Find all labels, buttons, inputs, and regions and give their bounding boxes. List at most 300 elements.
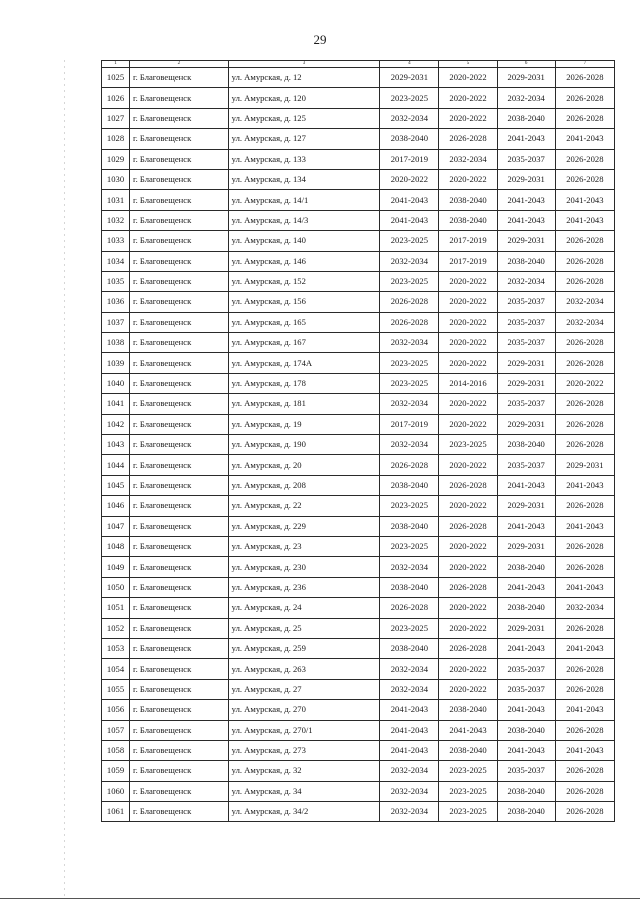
- period-cell-4: 2041-2043: [380, 720, 439, 740]
- period-cell-4: 2029-2031: [380, 68, 439, 88]
- period-cell-5: 2020-2022: [439, 536, 497, 556]
- period-cell-5: 2026-2028: [439, 577, 497, 597]
- period-cell-5: 2020-2022: [439, 353, 497, 373]
- period-cell-4: 2023-2025: [380, 88, 439, 108]
- period-cell-6: 2029-2031: [497, 231, 555, 251]
- period-cell-5: 2020-2022: [439, 292, 497, 312]
- period-cell-7: 2041-2043: [555, 700, 614, 720]
- period-cell-7: 2041-2043: [555, 210, 614, 230]
- period-cell-6: 2041-2043: [497, 190, 555, 210]
- address-cell: ул. Амурская, д. 156: [228, 292, 380, 312]
- city-cell: г. Благовещенск: [130, 618, 229, 638]
- period-cell-6: 2041-2043: [497, 475, 555, 495]
- table-row: [102, 149, 615, 169]
- period-cell-4: 2032-2034: [380, 333, 439, 353]
- city-cell: г. Благовещенск: [130, 210, 229, 230]
- city-cell: г. Благовещенск: [130, 394, 229, 414]
- period-cell-5: 2038-2040: [439, 210, 497, 230]
- period-cell-4: 2038-2040: [380, 638, 439, 658]
- period-cell-4: 2023-2025: [380, 353, 439, 373]
- period-cell-4: 2032-2034: [380, 802, 439, 822]
- period-cell-7: 2026-2028: [555, 394, 614, 414]
- city-cell: г. Благовещенск: [130, 496, 229, 516]
- period-cell-4: 2038-2040: [380, 516, 439, 536]
- period-cell-7: 2041-2043: [555, 129, 614, 149]
- city-cell: г. Благовещенск: [130, 577, 229, 597]
- period-cell-6: 2029-2031: [497, 536, 555, 556]
- period-cell-7: 2026-2028: [555, 761, 614, 781]
- table-row: [102, 740, 615, 760]
- period-cell-4: 2017-2019: [380, 149, 439, 169]
- row-number-cell: 1061: [102, 802, 130, 822]
- period-cell-4: 2032-2034: [380, 761, 439, 781]
- period-cell-4: 2023-2025: [380, 618, 439, 638]
- page-bottom-edge: [0, 898, 640, 899]
- address-cell: ул. Амурская, д. 236: [228, 577, 380, 597]
- table-row: [102, 333, 615, 353]
- period-cell-6: 2032-2034: [497, 88, 555, 108]
- table-row: [102, 231, 615, 251]
- period-cell-5: 2020-2022: [439, 455, 497, 475]
- column-number-1: 1: [102, 61, 130, 68]
- address-cell: ул. Амурская, д. 12: [228, 68, 380, 88]
- table-row: [102, 169, 615, 189]
- period-cell-7: 2026-2028: [555, 802, 614, 822]
- schedule-table: [101, 60, 615, 822]
- period-cell-5: 2020-2022: [439, 169, 497, 189]
- period-cell-4: 2017-2019: [380, 414, 439, 434]
- period-cell-5: 2026-2028: [439, 638, 497, 658]
- table-row: [102, 659, 615, 679]
- city-cell: г. Благовещенск: [130, 557, 229, 577]
- table-row: [102, 577, 615, 597]
- period-cell-5: 2023-2025: [439, 781, 497, 801]
- period-cell-7: 2041-2043: [555, 638, 614, 658]
- table-row: [102, 414, 615, 434]
- city-cell: г. Благовещенск: [130, 88, 229, 108]
- city-cell: г. Благовещенск: [130, 333, 229, 353]
- table-row: [102, 761, 615, 781]
- period-cell-6: 2038-2040: [497, 435, 555, 455]
- row-number-cell: 1035: [102, 271, 130, 291]
- table-row: [102, 496, 615, 516]
- address-cell: ул. Амурская, д. 22: [228, 496, 380, 516]
- period-cell-4: 2020-2022: [380, 169, 439, 189]
- row-number-cell: 1052: [102, 618, 130, 638]
- table-row: [102, 210, 615, 230]
- period-cell-7: 2041-2043: [555, 475, 614, 495]
- period-cell-6: 2035-2037: [497, 149, 555, 169]
- period-cell-7: 2026-2028: [555, 169, 614, 189]
- column-number-3: 3: [228, 61, 380, 68]
- period-cell-7: 2026-2028: [555, 68, 614, 88]
- address-cell: ул. Амурская, д. 229: [228, 516, 380, 536]
- period-cell-7: 2041-2043: [555, 577, 614, 597]
- city-cell: г. Благовещенск: [130, 475, 229, 495]
- period-cell-7: 2041-2043: [555, 190, 614, 210]
- row-number-cell: 1045: [102, 475, 130, 495]
- address-cell: ул. Амурская, д. 167: [228, 333, 380, 353]
- period-cell-6: 2035-2037: [497, 659, 555, 679]
- city-cell: г. Благовещенск: [130, 292, 229, 312]
- city-cell: г. Благовещенск: [130, 312, 229, 332]
- period-cell-6: 2029-2031: [497, 68, 555, 88]
- row-number-cell: 1030: [102, 169, 130, 189]
- period-cell-5: 2020-2022: [439, 68, 497, 88]
- period-cell-6: 2029-2031: [497, 496, 555, 516]
- period-cell-6: 2038-2040: [497, 557, 555, 577]
- city-cell: г. Благовещенск: [130, 435, 229, 455]
- address-cell: ул. Амурская, д. 125: [228, 108, 380, 128]
- address-cell: ул. Амурская, д. 34/2: [228, 802, 380, 822]
- period-cell-7: 2026-2028: [555, 231, 614, 251]
- period-cell-6: 2035-2037: [497, 333, 555, 353]
- row-number-cell: 1055: [102, 679, 130, 699]
- table-row: [102, 700, 615, 720]
- period-cell-6: 2029-2031: [497, 414, 555, 434]
- table-row: [102, 353, 615, 373]
- table-row: [102, 88, 615, 108]
- period-cell-5: 2020-2022: [439, 618, 497, 638]
- row-number-cell: 1025: [102, 68, 130, 88]
- table-row: [102, 312, 615, 332]
- city-cell: г. Благовещенск: [130, 169, 229, 189]
- city-cell: г. Благовещенск: [130, 414, 229, 434]
- column-number-5: 5: [439, 61, 497, 68]
- period-cell-5: 2023-2025: [439, 802, 497, 822]
- period-cell-5: 2017-2019: [439, 231, 497, 251]
- city-cell: г. Благовещенск: [130, 190, 229, 210]
- row-number-cell: 1033: [102, 231, 130, 251]
- period-cell-7: 2026-2028: [555, 435, 614, 455]
- city-cell: г. Благовещенск: [130, 638, 229, 658]
- page-number: 29: [313, 32, 327, 47]
- row-number-cell: 1044: [102, 455, 130, 475]
- address-cell: ул. Амурская, д. 208: [228, 475, 380, 495]
- period-cell-5: 2020-2022: [439, 333, 497, 353]
- period-cell-5: 2038-2040: [439, 740, 497, 760]
- period-cell-5: 2020-2022: [439, 557, 497, 577]
- period-cell-6: 2032-2034: [497, 271, 555, 291]
- period-cell-4: 2041-2043: [380, 190, 439, 210]
- period-cell-6: 2029-2031: [497, 373, 555, 393]
- period-cell-7: 2026-2028: [555, 618, 614, 638]
- row-number-cell: 1046: [102, 496, 130, 516]
- period-cell-4: 2023-2025: [380, 231, 439, 251]
- period-cell-6: 2035-2037: [497, 679, 555, 699]
- period-cell-6: 2041-2043: [497, 740, 555, 760]
- period-cell-6: 2041-2043: [497, 516, 555, 536]
- table-body: [102, 68, 615, 822]
- city-cell: г. Благовещенск: [130, 761, 229, 781]
- city-cell: г. Благовещенск: [130, 598, 229, 618]
- row-number-cell: 1048: [102, 536, 130, 556]
- city-cell: г. Благовещенск: [130, 679, 229, 699]
- period-cell-6: 2041-2043: [497, 210, 555, 230]
- row-number-cell: 1037: [102, 312, 130, 332]
- table-row: [102, 475, 615, 495]
- period-cell-5: 2023-2025: [439, 761, 497, 781]
- city-cell: г. Благовещенск: [130, 129, 229, 149]
- address-cell: ул. Амурская, д. 133: [228, 149, 380, 169]
- address-cell: ул. Амурская, д. 32: [228, 761, 380, 781]
- period-cell-4: 2026-2028: [380, 598, 439, 618]
- address-cell: ул. Амурская, д. 190: [228, 435, 380, 455]
- table-row: [102, 679, 615, 699]
- period-cell-5: 2020-2022: [439, 394, 497, 414]
- period-cell-4: 2026-2028: [380, 455, 439, 475]
- period-cell-7: 2026-2028: [555, 88, 614, 108]
- period-cell-5: 2026-2028: [439, 516, 497, 536]
- city-cell: г. Благовещенск: [130, 781, 229, 801]
- table-row: [102, 435, 615, 455]
- city-cell: г. Благовещенск: [130, 536, 229, 556]
- address-cell: ул. Амурская, д. 174А: [228, 353, 380, 373]
- address-cell: ул. Амурская, д. 24: [228, 598, 380, 618]
- period-cell-6: 2038-2040: [497, 598, 555, 618]
- period-cell-6: 2041-2043: [497, 129, 555, 149]
- city-cell: г. Благовещенск: [130, 802, 229, 822]
- city-cell: г. Благовещенск: [130, 659, 229, 679]
- period-cell-6: 2029-2031: [497, 169, 555, 189]
- address-cell: ул. Амурская, д. 14/3: [228, 210, 380, 230]
- city-cell: г. Благовещенск: [130, 373, 229, 393]
- address-cell: ул. Амурская, д. 27: [228, 679, 380, 699]
- period-cell-4: 2026-2028: [380, 312, 439, 332]
- column-number-4: 4: [380, 61, 439, 68]
- table-row: [102, 802, 615, 822]
- period-cell-4: 2032-2034: [380, 659, 439, 679]
- period-cell-7: 2032-2034: [555, 598, 614, 618]
- period-cell-6: 2041-2043: [497, 577, 555, 597]
- period-cell-4: 2032-2034: [380, 108, 439, 128]
- period-cell-4: 2026-2028: [380, 292, 439, 312]
- table-row: [102, 108, 615, 128]
- period-cell-4: 2041-2043: [380, 700, 439, 720]
- row-number-cell: 1051: [102, 598, 130, 618]
- period-cell-7: 2026-2028: [555, 496, 614, 516]
- address-cell: ул. Амурская, д. 230: [228, 557, 380, 577]
- period-cell-7: 2032-2034: [555, 312, 614, 332]
- row-number-cell: 1039: [102, 353, 130, 373]
- period-cell-5: 2041-2043: [439, 720, 497, 740]
- period-cell-7: 2041-2043: [555, 516, 614, 536]
- address-cell: ул. Амурская, д. 127: [228, 129, 380, 149]
- address-cell: ул. Амурская, д. 152: [228, 271, 380, 291]
- table-row: [102, 638, 615, 658]
- period-cell-5: 2020-2022: [439, 414, 497, 434]
- address-cell: ул. Амурская, д. 270: [228, 700, 380, 720]
- row-number-cell: 1060: [102, 781, 130, 801]
- period-cell-6: 2041-2043: [497, 638, 555, 658]
- city-cell: г. Благовещенск: [130, 516, 229, 536]
- period-cell-4: 2041-2043: [380, 740, 439, 760]
- period-cell-5: 2020-2022: [439, 88, 497, 108]
- address-cell: ул. Амурская, д. 165: [228, 312, 380, 332]
- address-cell: ул. Амурская, д. 23: [228, 536, 380, 556]
- period-cell-6: 2029-2031: [497, 353, 555, 373]
- period-cell-6: 2035-2037: [497, 394, 555, 414]
- period-cell-6: 2038-2040: [497, 720, 555, 740]
- address-cell: ул. Амурская, д. 146: [228, 251, 380, 271]
- period-cell-6: 2035-2037: [497, 312, 555, 332]
- address-cell: ул. Амурская, д. 34: [228, 781, 380, 801]
- address-cell: ул. Амурская, д. 263: [228, 659, 380, 679]
- period-cell-7: 2026-2028: [555, 679, 614, 699]
- period-cell-7: 2026-2028: [555, 353, 614, 373]
- period-cell-6: 2038-2040: [497, 108, 555, 128]
- city-cell: г. Благовещенск: [130, 108, 229, 128]
- period-cell-4: 2032-2034: [380, 394, 439, 414]
- period-cell-7: 2026-2028: [555, 557, 614, 577]
- address-cell: ул. Амурская, д. 273: [228, 740, 380, 760]
- period-cell-7: 2026-2028: [555, 659, 614, 679]
- period-cell-4: 2023-2025: [380, 271, 439, 291]
- period-cell-6: 2038-2040: [497, 251, 555, 271]
- period-cell-7: 2041-2043: [555, 740, 614, 760]
- address-cell: ул. Амурская, д. 120: [228, 88, 380, 108]
- period-cell-6: 2038-2040: [497, 781, 555, 801]
- period-cell-4: 2038-2040: [380, 577, 439, 597]
- city-cell: г. Благовещенск: [130, 700, 229, 720]
- table-row: [102, 373, 615, 393]
- row-number-cell: 1049: [102, 557, 130, 577]
- address-cell: ул. Амурская, д. 178: [228, 373, 380, 393]
- row-number-cell: 1053: [102, 638, 130, 658]
- period-cell-5: 2032-2034: [439, 149, 497, 169]
- row-number-cell: 1026: [102, 88, 130, 108]
- period-cell-6: 2029-2031: [497, 618, 555, 638]
- row-number-cell: 1059: [102, 761, 130, 781]
- table-row: [102, 516, 615, 536]
- address-cell: ул. Амурская, д. 259: [228, 638, 380, 658]
- column-number-6: 6: [497, 61, 555, 68]
- address-cell: ул. Амурская, д. 270/1: [228, 720, 380, 740]
- period-cell-4: 2032-2034: [380, 557, 439, 577]
- period-cell-5: 2038-2040: [439, 190, 497, 210]
- period-cell-7: 2029-2031: [555, 455, 614, 475]
- table-row: [102, 68, 615, 88]
- period-cell-4: 2038-2040: [380, 129, 439, 149]
- row-number-cell: 1029: [102, 149, 130, 169]
- period-cell-7: 2032-2034: [555, 292, 614, 312]
- row-number-cell: 1028: [102, 129, 130, 149]
- city-cell: г. Благовещенск: [130, 353, 229, 373]
- column-number-row: [102, 61, 615, 68]
- row-number-cell: 1058: [102, 740, 130, 760]
- row-number-cell: 1040: [102, 373, 130, 393]
- row-number-cell: 1032: [102, 210, 130, 230]
- row-number-cell: 1047: [102, 516, 130, 536]
- period-cell-4: 2032-2034: [380, 251, 439, 271]
- period-cell-5: 2020-2022: [439, 659, 497, 679]
- margin-line: [64, 60, 65, 898]
- period-cell-5: 2038-2040: [439, 700, 497, 720]
- address-cell: ул. Амурская, д. 140: [228, 231, 380, 251]
- city-cell: г. Благовещенск: [130, 455, 229, 475]
- period-cell-6: 2035-2037: [497, 455, 555, 475]
- table-row: [102, 720, 615, 740]
- row-number-cell: 1034: [102, 251, 130, 271]
- period-cell-5: 2026-2028: [439, 475, 497, 495]
- period-cell-5: 2020-2022: [439, 312, 497, 332]
- period-cell-7: 2026-2028: [555, 536, 614, 556]
- row-number-cell: 1056: [102, 700, 130, 720]
- period-cell-7: 2026-2028: [555, 271, 614, 291]
- period-cell-7: 2026-2028: [555, 414, 614, 434]
- row-number-cell: 1042: [102, 414, 130, 434]
- table-row: [102, 251, 615, 271]
- period-cell-5: 2020-2022: [439, 496, 497, 516]
- row-number-cell: 1038: [102, 333, 130, 353]
- city-cell: г. Благовещенск: [130, 720, 229, 740]
- city-cell: г. Благовещенск: [130, 251, 229, 271]
- period-cell-5: 2020-2022: [439, 108, 497, 128]
- period-cell-7: 2026-2028: [555, 149, 614, 169]
- period-cell-4: 2023-2025: [380, 536, 439, 556]
- table-row: [102, 618, 615, 638]
- row-number-cell: 1031: [102, 190, 130, 210]
- city-cell: г. Благовещенск: [130, 149, 229, 169]
- period-cell-5: 2020-2022: [439, 598, 497, 618]
- city-cell: г. Благовещенск: [130, 231, 229, 251]
- row-number-cell: 1041: [102, 394, 130, 414]
- period-cell-4: 2032-2034: [380, 679, 439, 699]
- period-cell-7: 2026-2028: [555, 720, 614, 740]
- period-cell-5: 2026-2028: [439, 129, 497, 149]
- table-row: [102, 292, 615, 312]
- row-number-cell: 1057: [102, 720, 130, 740]
- period-cell-7: 2026-2028: [555, 333, 614, 353]
- address-cell: ул. Амурская, д. 14/1: [228, 190, 380, 210]
- period-cell-5: 2014-2016: [439, 373, 497, 393]
- city-cell: г. Благовещенск: [130, 740, 229, 760]
- table-row: [102, 598, 615, 618]
- period-cell-4: 2032-2034: [380, 435, 439, 455]
- row-number-cell: 1050: [102, 577, 130, 597]
- period-cell-6: 2041-2043: [497, 700, 555, 720]
- period-cell-7: 2026-2028: [555, 108, 614, 128]
- address-cell: ул. Амурская, д. 19: [228, 414, 380, 434]
- period-cell-5: 2020-2022: [439, 679, 497, 699]
- table-row: [102, 557, 615, 577]
- period-cell-5: 2017-2019: [439, 251, 497, 271]
- table-row: [102, 271, 615, 291]
- table-row: [102, 394, 615, 414]
- period-cell-6: 2035-2037: [497, 761, 555, 781]
- period-cell-7: 2026-2028: [555, 251, 614, 271]
- city-cell: г. Благовещенск: [130, 271, 229, 291]
- period-cell-5: 2020-2022: [439, 271, 497, 291]
- column-number-2: 2: [130, 61, 229, 68]
- period-cell-4: 2032-2034: [380, 781, 439, 801]
- table-row: [102, 455, 615, 475]
- period-cell-4: 2038-2040: [380, 475, 439, 495]
- address-cell: ул. Амурская, д. 20: [228, 455, 380, 475]
- address-cell: ул. Амурская, д. 25: [228, 618, 380, 638]
- period-cell-6: 2038-2040: [497, 802, 555, 822]
- period-cell-4: 2041-2043: [380, 210, 439, 230]
- period-cell-7: 2020-2022: [555, 373, 614, 393]
- row-number-cell: 1027: [102, 108, 130, 128]
- row-number-cell: 1036: [102, 292, 130, 312]
- period-cell-4: 2023-2025: [380, 496, 439, 516]
- table-row: [102, 781, 615, 801]
- row-number-cell: 1043: [102, 435, 130, 455]
- table-row: [102, 536, 615, 556]
- address-cell: ул. Амурская, д. 181: [228, 394, 380, 414]
- period-cell-7: 2026-2028: [555, 781, 614, 801]
